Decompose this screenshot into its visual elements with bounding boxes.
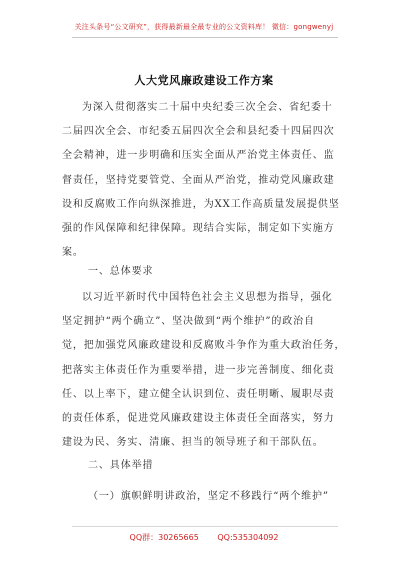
subsection-heading: （一）旗帜鲜明讲政治，坚定不移践行“两个维护” xyxy=(88,491,329,502)
section1-line: 任、以上率下，建立健全认识到位、责任明晰、履职尽责 xyxy=(62,388,335,400)
footer-contact xyxy=(0,532,408,543)
section1-line: 以习近平新时代中国特色社会主义思想为指导，强化 xyxy=(82,292,333,303)
intro-line: 设和反腐败工作向纵深推进，为XX工作高质量发展提供坚 xyxy=(62,198,340,210)
footer-divider xyxy=(72,526,338,527)
section-heading-specific-measures: 二、具体举措 xyxy=(88,460,154,471)
section1-line: 的责任体系，促进党风廉政建设主体责任全面落实，努力 xyxy=(62,412,335,424)
intro-line: 二届四次全会、市纪委五届四次全会和县纪委十四届四次 xyxy=(62,126,335,138)
intro-line: 督责任，坚持党要管党、全面从严治党，推动党风廉政建 xyxy=(62,174,335,186)
section1-line: 觉，把加强党风廉政建设和反腐败斗争作为重大政治任务， xyxy=(62,340,346,352)
footer-qq: QQ:535304092 xyxy=(217,533,279,542)
intro-line: 强的作风保障和纪律保障。现结合实际，制定如下实施方 xyxy=(62,222,335,234)
section1-line: 坚定拥护“两个确立”、坚决做到“两个维护”的政治自 xyxy=(62,316,315,328)
header-banner: 关注头条号“公文研究”，获得最新最全最专业的公文资料库！ 微信：gongwenyj xyxy=(74,23,334,31)
section1-line: 把落实主体责任作为重要举措，进一步完善制度、细化责 xyxy=(62,364,335,376)
intro-paragraph xyxy=(62,96,354,265)
intro-line: 全会精神，进一步明确和压实全面从严治党主体责任、监 xyxy=(62,150,335,162)
footer-qq-group: QQ群：30265665 xyxy=(129,533,199,542)
section1-line: 建设为民、务实、清廉、担当的领导班子和干部队伍。 xyxy=(62,437,324,449)
section1-paragraph xyxy=(62,286,354,455)
intro-line: 为深入贯彻落实二十届中央纪委三次全会、省纪委十 xyxy=(82,102,333,113)
document-title: 人大党风廉政建设工作方案 xyxy=(134,74,274,87)
header-divider xyxy=(72,37,338,38)
intro-line: 案。 xyxy=(62,247,84,259)
section-heading-general-requirements: 一、总体要求 xyxy=(88,266,154,277)
